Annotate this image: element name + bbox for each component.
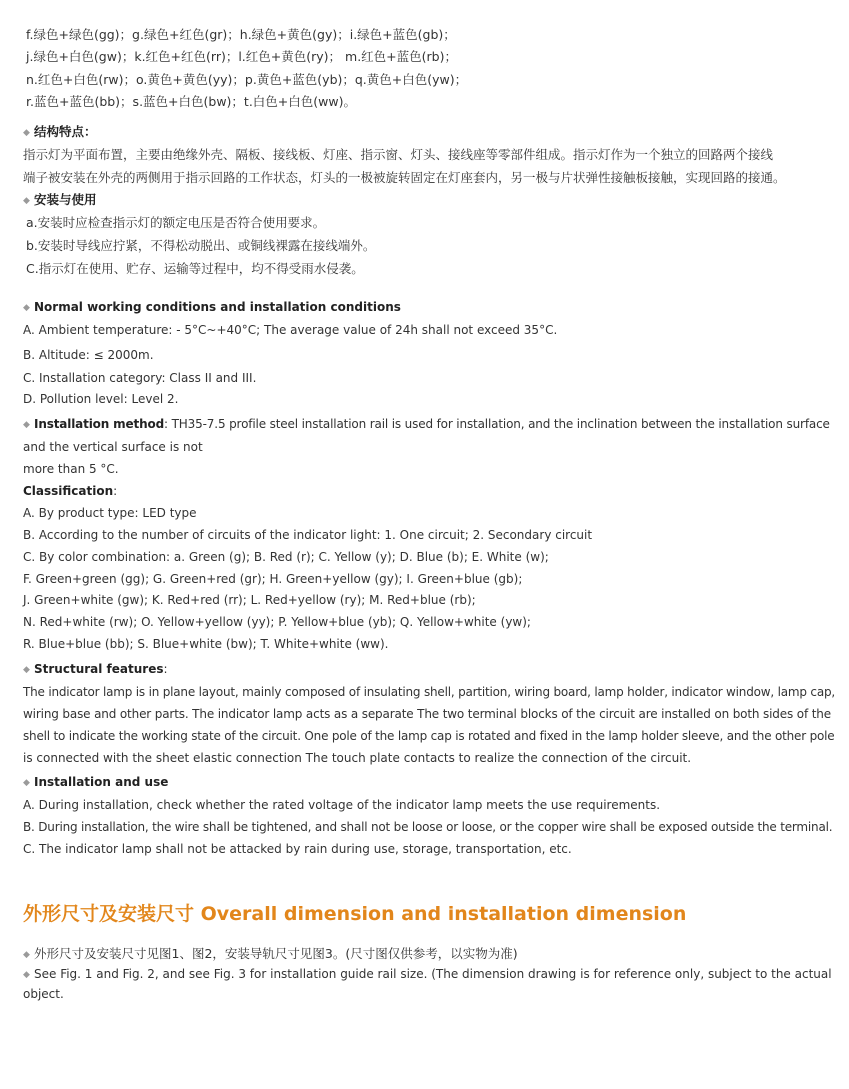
en-conditions-item: A. Ambient temperature: - 5°C~+40°C; The average value of 24h shall not exceed 35°C. [23,323,558,337]
dimension-note-en-text: See Fig. 1 and Fig. 2, and see Fig. 3 for installation guide rail size. (The dimension drawing is for reference only, subject to the actual [34,967,832,981]
cn-color-combo-line: f.绿色+绿色(gg)；g.绿色+红色(gr)；h.绿色+黄色(gy)；i.绿色+蓝色(gb)； [26,27,456,42]
en-structure-text: The indicator lamp is in plane layout, mainly composed of insulating shell, partition, wiring board, lamp holder, indicator window, lamp cap, [23,685,836,699]
en-conditions-item: B. Altitude: ≤ 2000m. [23,348,154,362]
cn-install-heading [23,192,97,209]
en-method-text: : TH35-7.5 profile steel installation rail is used for installation, and the inclination between the installation surface [164,417,830,431]
cn-structure-title: 结构特点： [34,124,97,139]
cn-color-combo-line: r.蓝色+蓝色(bb)；s.蓝色+白色(bw)；t.白色+白色(ww)。 [26,94,356,109]
dimension-note-en [23,966,832,983]
en-classification-colon: : [113,484,118,498]
en-install-title: Installation and use [34,775,169,789]
cn-structure-text: 端子被安装在外壳的两侧用于指示回路的工作状态，灯头的一极被旋转固定在灯座套内，另一极与片状弹性接触板接触，实现回路的接通。 [23,170,786,185]
cn-install-item: b.安装时导线应拧紧，不得松动脱出、或铜线裸露在接线端外。 [26,238,376,253]
en-structure-heading [23,661,168,678]
diamond-bullet-icon: ◆ [23,950,30,960]
cn-install-item: a.安装时应检查指示灯的额定电压是否符合使用要求。 [26,215,326,230]
en-classification-item: J. Green+white (gw); K. Red+red (rr); L. Red+yellow (ry); M. Red+blue (rb); [23,593,476,607]
dimension-note-cn [23,946,518,963]
en-conditions-title: Normal working conditions and installation conditions [34,300,401,314]
en-classification-item: F. Green+green (gg); G. Green+red (gr); H. Green+yellow (gy); I. Green+blue (gb); [23,572,523,586]
en-method-cont: more than 5 °C. [23,462,119,476]
en-conditions-item: C. Installation category: Class II and III. [23,371,257,385]
en-classification-item: R. Blue+blue (bb); S. Blue+white (bw); T. White+white (ww). [23,637,389,651]
diamond-bullet-icon: ◆ [23,303,30,313]
en-classification-title: Classification [23,484,114,498]
diamond-bullet-icon: ◆ [23,665,30,675]
en-structure-text: shell to indicate the working state of the circuit. One pole of the lamp cap is rotated and fixed in the lamp holder sleeve, and the other pole [23,729,835,743]
en-classification-heading [23,483,117,499]
en-conditions-item: D. Pollution level: Level 2. [23,392,179,406]
diamond-bullet-icon: ◆ [23,420,30,430]
en-structure-text: wiring base and other parts. The indicator lamp acts as a separate The two terminal blocks of the circuit are installed on both sides of the [23,707,831,721]
diamond-bullet-icon: ◆ [23,778,30,788]
en-structure-colon: : [163,662,168,676]
en-classification-item: N. Red+white (rw); O. Yellow+yellow (yy); P. Yellow+blue (yb); Q. Yellow+white (yw); [23,615,531,629]
en-install-item: B. During installation, the wire shall be tightened, and shall not be loose or loose, or the copper wire shall be exposed outside the terminal. [23,820,833,834]
dimension-note-en-cont: object. [23,987,64,1001]
en-method-cont: and the vertical surface is not [23,440,203,454]
dimension-note-cn-text: 外形尺寸及安装尺寸见图1、图2，安装导轨尺寸见图3。(尺寸图仅供参考，以实物为准) [34,946,518,961]
en-conditions-heading [23,299,401,316]
en-method-title: Installation method [34,417,165,431]
en-classification-item: A. By product type: LED type [23,506,197,520]
diamond-bullet-icon: ◆ [23,970,30,980]
cn-color-combo-line: n.红色+白色(rw)；o.黄色+黄色(yy)；p.黄色+蓝色(yb)；q.黄色+白色(yw)； [26,72,468,87]
cn-structure-text: 指示灯为平面布置，主要由绝缘外壳、隔板、接线板、灯座、指示窗、灯头、接线座等零部件组成。指示灯作为一个独立的回路两个接线 [23,147,774,162]
dimension-section-heading: 外形尺寸及安装尺寸 Overall dimension and installation dimension [23,903,687,925]
cn-install-title: 安装与使用 [34,192,97,207]
en-install-item: C. The indicator lamp shall not be attacked by rain during use, storage, transportation, etc. [23,842,572,856]
cn-structure-heading [23,124,97,141]
en-install-item: A. During installation, check whether the rated voltage of the indicator lamp meets the use requirements. [23,798,661,812]
en-method-line [23,416,830,433]
en-classification-item: B. According to the number of circuits of the indicator light: 1. One circuit; 2. Secondary circuit [23,528,593,542]
diamond-bullet-icon: ◆ [23,128,30,138]
diamond-bullet-icon: ◆ [23,196,30,206]
en-structure-title: Structural features [34,662,164,676]
cn-install-item: C.指示灯在使用、贮存、运输等过程中，均不得受雨水侵袭。 [26,261,364,276]
en-classification-item: C. By color combination: a. Green (g); B. Red (r); C. Yellow (y); D. Blue (b); E. White (w); [23,550,549,564]
en-install-heading [23,774,168,791]
en-structure-text: is connected with the sheet elastic connection The touch plate contacts to realize the connection of the circuit. [23,751,692,765]
cn-color-combo-line: j.绿色+白色(gw)；k.红色+红色(rr)；l.红色+黄色(ry)； m.红色+蓝色(rb)； [26,49,457,64]
